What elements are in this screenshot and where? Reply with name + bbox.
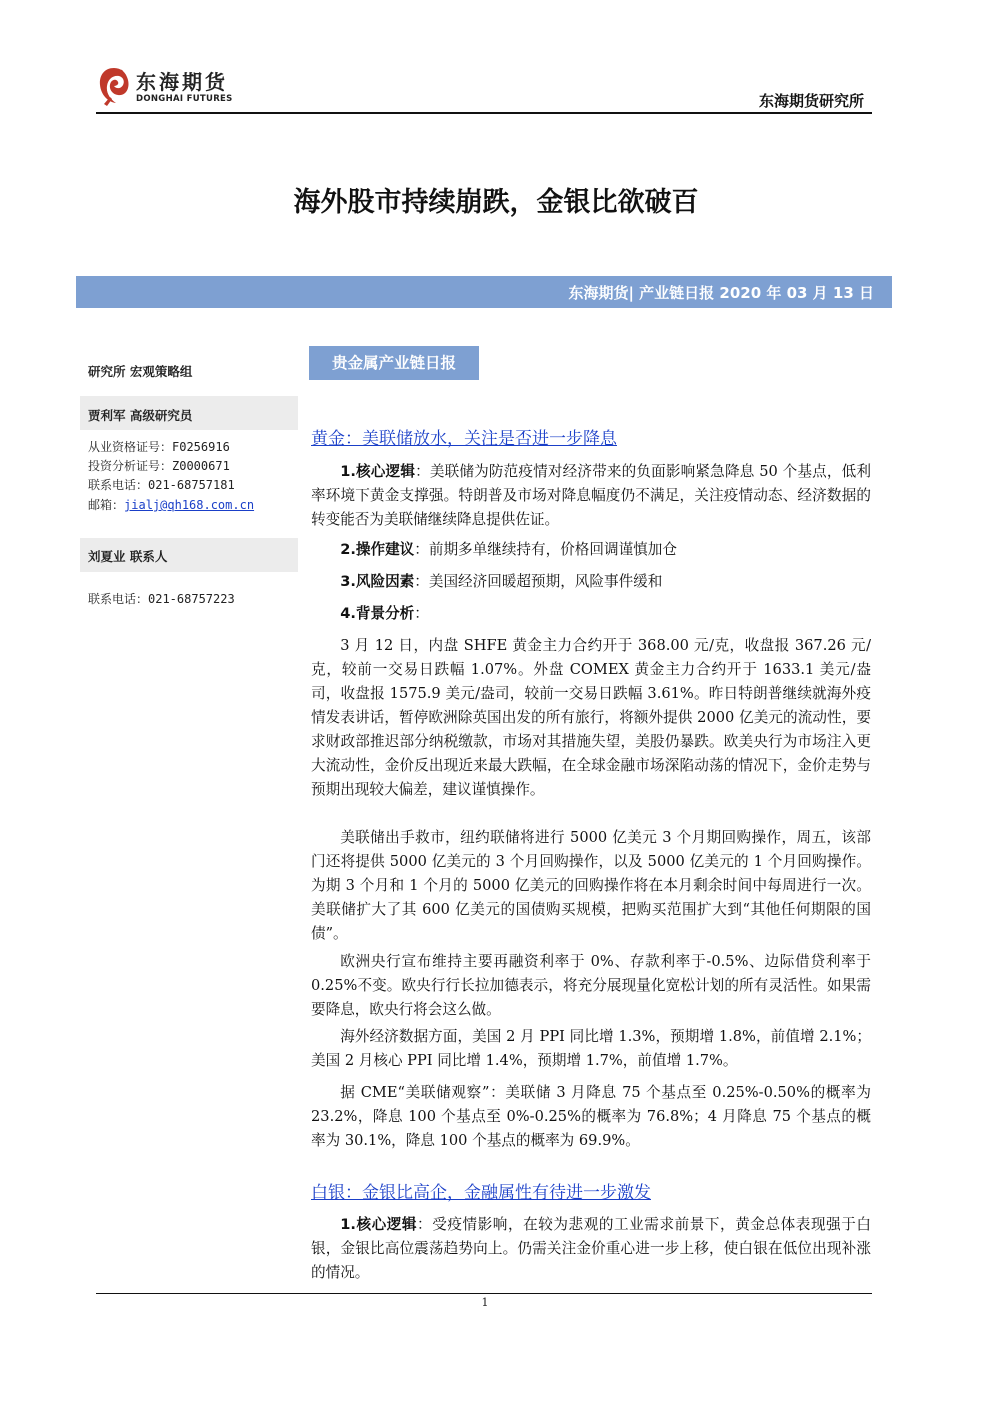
- dragon-logo-icon: [96, 64, 132, 108]
- email-label: 邮箱：: [88, 498, 125, 512]
- institute-name: 东海期货研究所: [758, 92, 864, 110]
- gold-heading-text: 美联储放水，关注是否进一步降息: [362, 429, 617, 449]
- analyst2-phone: 联系电话：021-68757223: [88, 592, 235, 606]
- gold-paragraph-3: 欧洲央行宣布维持主要再融资利率于 0%、存款利率于-0.5%、边际借贷利率于 0.25%不变。欧央行行长拉加德表示，将充分展现量化宽松计划的所有灵活性。如果需要降息，欧央行将会这么做。: [311, 953, 871, 1018]
- analyst2-name: 刘夏业 联系人: [88, 549, 168, 564]
- gold-risk: [311, 570, 871, 594]
- page-number: 1: [481, 1296, 489, 1309]
- gold-paragraph-1: 3 月 12 日，内盘 SHFE 黄金主力合约开于 368.00 元/克，收盘报 367.26 元/克，较前一交易日跌幅 1.07%。外盘 COMEX 黄金主力合约开于 1633.1 美元/盎司，收盘报 1575.9 美元/盎司，较前一交易日跌幅 3.61%。昨日特朗普继续就海外疫情发表讲话，暂停欧洲除英国出发的所有旅行，将额外提供 2000 亿美元的流动性，要求财政部推迟部分纳税缴款，市场对其措施失望，美股仍暴跌。欧美央行为市场注入更大流动性，金价反出现近来最大跌幅，在全球金融市场深陷动荡的情况下，金价走势与预期出现较大偏差，建议谨慎操作。: [311, 637, 871, 798]
- gold-risk-text: ：美国经济回暖超预期，风险事件缓和: [414, 573, 663, 590]
- silver-logic-text: ：受疫情影响，在较为悲观的工业需求前景下，黄金总体表现强于白银，金银比高位震荡趋势向上。仍需关注金价重心进一步上移，使白银在低位出现补涨的情况。: [311, 1216, 871, 1281]
- footer-divider: [96, 1293, 872, 1294]
- gold-risk-label: 3.风险因素: [340, 573, 415, 590]
- header-divider: [96, 112, 872, 114]
- analyst1-name: 贾利军 高级研究员: [88, 408, 193, 423]
- gold-paragraph-5: 据 CME“美联储观察”：美联储 3 月降息 75 个基点至 0.25%-0.50%的概率为 23.2%，降息 100 个基点至 0%-0.25%的概率为 76.8%；4 月降息 75 个基点的概率为 30.1%，降息 100 个基点的概率为 69.9%。: [311, 1084, 871, 1149]
- date-banner: [76, 276, 892, 308]
- gold-paragraph-2: 美联储出手救市，纽约联储将进行 5000 亿美元 3 个月期回购操作，周五，该部门还将提供 5000 亿美元的 3 个月回购操作，以及 5000 亿美元的 1 个月回购操作。为期 3 个月和 1 个月的 5000 亿美元的回购操作将在本月剩余时间中每周进行一次。美联储扩大了其 600 亿美元的国债购买规模，把购买范围扩大到“其他任何期限的国债”。: [311, 829, 871, 942]
- silver-core-logic: [311, 1213, 871, 1285]
- analyst1-phone: 联系电话：021-68757181: [88, 478, 235, 492]
- gold-paragraph-4: 海外经济数据方面，美国 2 月 PPI 同比增 1.3%，预期增 1.8%，前值增 2.1%；美国 2 月核心 PPI 同比增 1.4%，预期增 1.7%，前值增 1.7%。: [311, 1028, 871, 1069]
- gold-logic-label: 1.核心逻辑: [340, 463, 416, 480]
- gold-heading-label: 黄金：: [311, 429, 362, 449]
- research-group: 研究所 宏观策略组: [88, 364, 193, 379]
- gold-heading: [311, 424, 617, 449]
- logo-chinese-text: 东海期货: [136, 70, 228, 94]
- report-title: 海外股市持续崩跌，金银比欲破百: [293, 187, 699, 218]
- gold-bg-label: 4.背景分析: [340, 605, 415, 622]
- analyst1-investment-cert: 投资分析证号：Z0000671: [88, 459, 230, 473]
- banner-text: 东海期货| 产业链日报 2020 年 03 月 13 日: [568, 284, 874, 302]
- gold-operation: [311, 538, 871, 562]
- analyst1-email-row: [88, 496, 254, 513]
- analyst1-qualification: 从业资格证号：F0256916: [88, 440, 230, 454]
- silver-logic-label: 1.核心逻辑: [340, 1216, 418, 1233]
- silver-heading-text: 金银比高企，金融属性有待进一步激发: [362, 1183, 651, 1203]
- company-logo: [96, 64, 236, 110]
- gold-op-text: ：前期多单继续持有，价格回调谨慎加仓: [414, 541, 677, 558]
- gold-core-logic: [311, 460, 871, 532]
- email-link[interactable]: jialj@qh168.com.cn: [124, 498, 255, 512]
- report-type-tag: 贵金属产业链日报: [309, 346, 479, 380]
- gold-bg-text: ：: [414, 605, 429, 622]
- logo-english-text: DONGHAI FUTURES: [136, 94, 233, 104]
- gold-op-label: 2.操作建议: [340, 541, 415, 558]
- silver-heading: [311, 1178, 651, 1203]
- silver-heading-label: 白银：: [311, 1183, 362, 1203]
- gold-logic-text: ：美联储为防范疫情对经济带来的负面影响紧急降息 50 个基点，低利率环境下黄金支撑强。特朗普及市场对降息幅度仍不满足，关注疫情动态、经济数据的转变能否为美联储继续降息提供佐证。: [311, 463, 871, 528]
- gold-background: [311, 602, 871, 626]
